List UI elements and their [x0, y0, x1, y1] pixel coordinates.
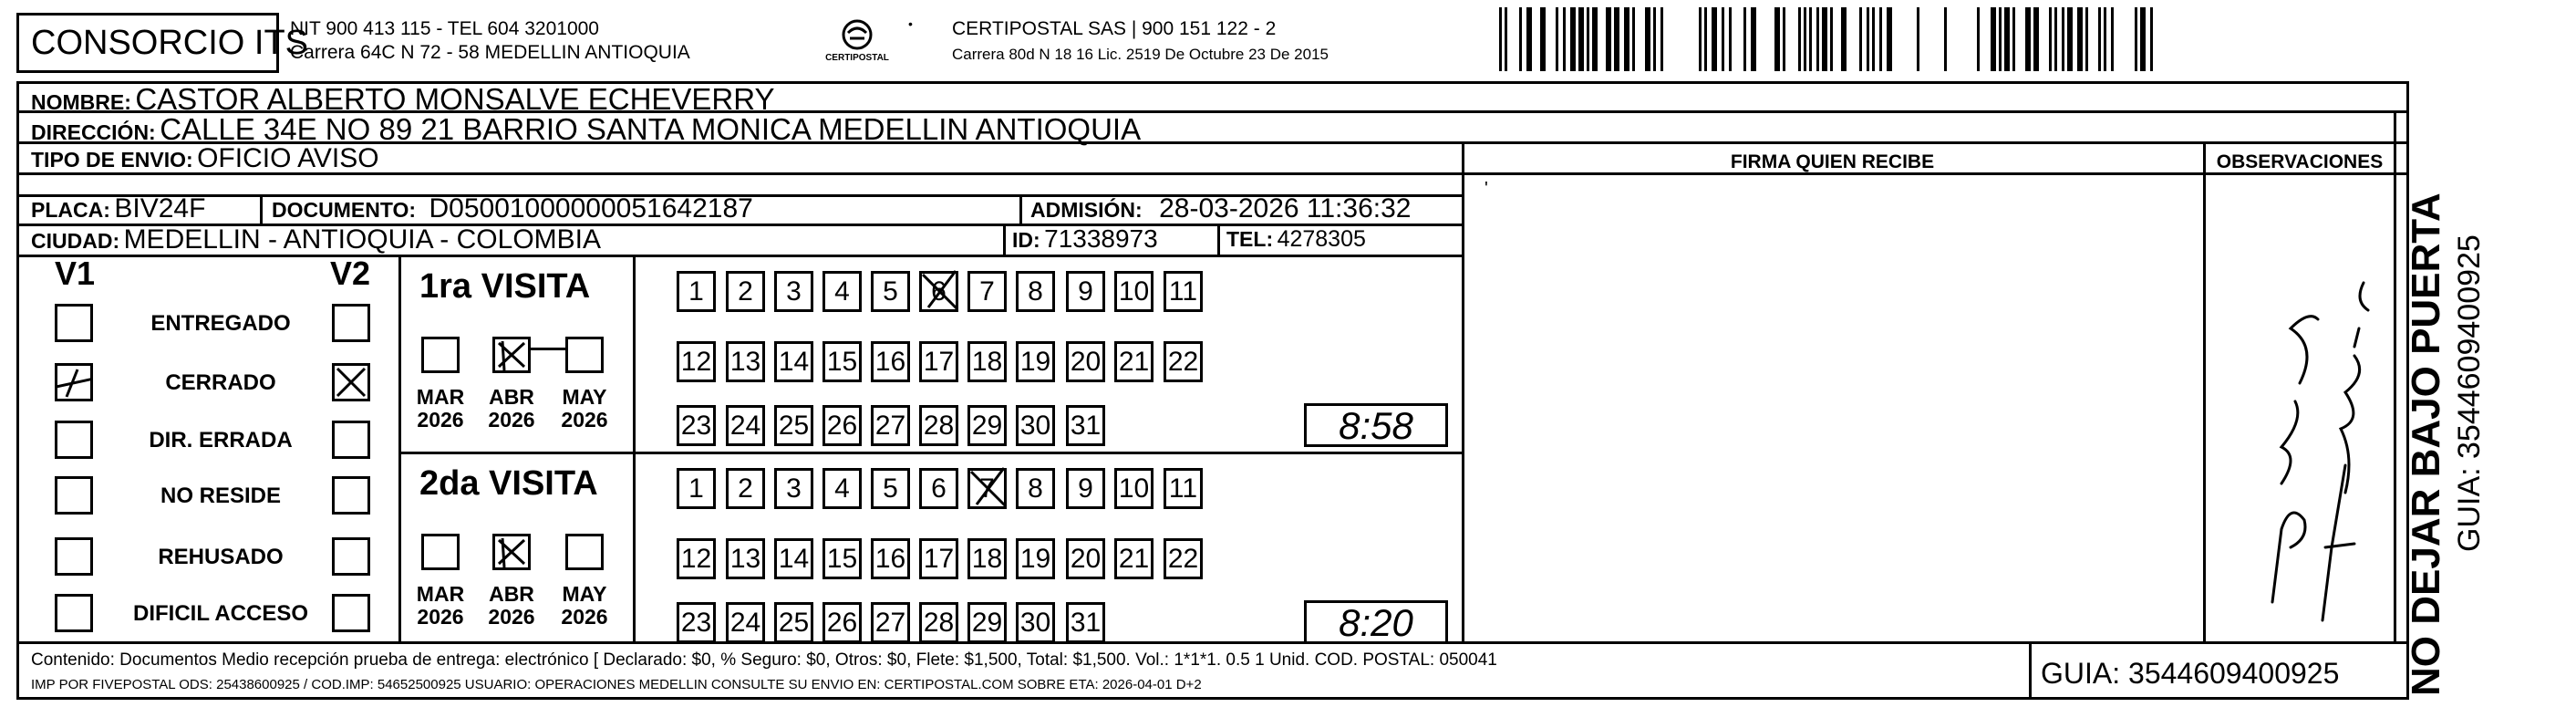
- month-year: 2026: [488, 605, 535, 629]
- day-box[interactable]: 13: [726, 341, 765, 382]
- day-box[interactable]: 3: [774, 468, 813, 509]
- day-box[interactable]: 20: [1066, 341, 1105, 382]
- day-box[interactable]: 5: [871, 271, 910, 312]
- day-box[interactable]: 23: [677, 405, 716, 446]
- month-checkbox[interactable]: [492, 337, 531, 373]
- month-name: MAY: [562, 582, 607, 606]
- logo-text: CERTIPOSTAL: [825, 53, 889, 63]
- firma-header: FIRMA QUIEN RECIBE: [1730, 151, 1935, 172]
- admision-label: ADMISIÓN:: [1030, 198, 1143, 222]
- day-box[interactable]: 24: [726, 405, 765, 446]
- day-box[interactable]: 17: [919, 538, 958, 579]
- ciudad-label: CIUDAD:: [31, 229, 120, 253]
- day-check-mark: [917, 267, 963, 313]
- month-year: 2026: [561, 605, 608, 629]
- check-mark-icon: [495, 536, 528, 567]
- company-nit: NIT 900 413 115 - TEL 604 3201000: [290, 18, 599, 39]
- direccion-label: DIRECCIÓN:: [31, 120, 156, 144]
- tel-row: [1226, 228, 1366, 251]
- tipo-value: OFICIO AVISO: [197, 143, 379, 173]
- check-mark-icon: [57, 366, 90, 399]
- direccion-value: CALLE 34E NO 89 21 BARRIO SANTA MONICA MEDELLIN ANTIOQUIA: [160, 112, 1142, 146]
- company-address: Carrera 64C N 72 - 58 MEDELLIN ANTIOQUIA: [290, 42, 690, 63]
- day-box[interactable]: 15: [822, 538, 862, 579]
- day-box[interactable]: 26: [822, 405, 862, 446]
- status-option-label: CERRADO: [165, 370, 276, 395]
- v1-checkbox[interactable]: [55, 594, 93, 632]
- check-mark-icon: [495, 339, 528, 370]
- v1-checkbox[interactable]: [55, 476, 93, 515]
- id-value: 71338973: [1044, 224, 1158, 253]
- day-box[interactable]: 13: [726, 538, 765, 579]
- day-box[interactable]: 2: [726, 271, 765, 312]
- status-option-label: NO RESIDE: [160, 484, 282, 508]
- visit-time: 8:20: [1304, 600, 1448, 644]
- day-box[interactable]: 2: [726, 468, 765, 509]
- month-label: [404, 583, 477, 629]
- day-box[interactable]: 3: [774, 271, 813, 312]
- ciudad-row: [31, 226, 601, 254]
- v1-checkbox[interactable]: [55, 537, 93, 576]
- carrier-line: CERTIPOSTAL SAS | 900 151 122 - 2: [952, 18, 1277, 39]
- day-box[interactable]: 11: [1164, 271, 1203, 312]
- day-box[interactable]: 18: [967, 341, 1007, 382]
- observation-handwriting: [2218, 274, 2373, 629]
- v2-checkbox[interactable]: [332, 363, 370, 401]
- day-box[interactable]: 20: [1066, 538, 1105, 579]
- day-box[interactable]: 23: [677, 602, 716, 643]
- nombre-label: NOMBRE:: [31, 90, 131, 114]
- day-box[interactable]: 5: [871, 468, 910, 509]
- day-box[interactable]: 6: [919, 468, 958, 509]
- month-connector: [529, 348, 565, 350]
- month-label: [475, 386, 548, 432]
- direccion-row: [31, 114, 1141, 144]
- month-label: [475, 583, 548, 629]
- day-box[interactable]: 14: [774, 341, 813, 382]
- visit-title: 1ra VISITA: [419, 267, 591, 306]
- month-checkbox[interactable]: [565, 534, 604, 570]
- placa-row: [31, 195, 205, 223]
- month-name: ABR: [489, 385, 534, 409]
- month-label: [548, 386, 621, 432]
- carrier-address: Carrera 80d N 18 16 Lic. 2519 De Octubre 23 De 2015: [952, 46, 1329, 63]
- day-box[interactable]: 19: [1016, 538, 1055, 579]
- day-box[interactable]: 19: [1016, 341, 1055, 382]
- status-option-label: DIFICIL ACCESO: [132, 601, 308, 626]
- id-row: [1012, 226, 1158, 252]
- month-name: ABR: [489, 582, 534, 606]
- month-year: 2026: [488, 408, 535, 432]
- ciudad-value: MEDELLIN - ANTIOQUIA - COLOMBIA: [123, 224, 601, 255]
- day-box[interactable]: 22: [1164, 538, 1203, 579]
- day-box[interactable]: 28: [919, 602, 958, 643]
- month-label: [404, 386, 477, 432]
- nombre-value: CASTOR ALBERTO MONSALVE ECHEVERRY: [135, 82, 775, 116]
- day-box[interactable]: 6: [919, 271, 958, 312]
- day-box[interactable]: 16: [871, 341, 910, 382]
- barcode-graphic: [1499, 7, 2156, 71]
- month-checkbox[interactable]: [492, 534, 531, 570]
- visit-title: 2da VISITA: [419, 464, 598, 503]
- observaciones-header: OBSERVACIONES: [2216, 151, 2384, 172]
- v2-checkbox[interactable]: [332, 304, 370, 342]
- day-box[interactable]: 29: [967, 602, 1007, 643]
- company-name: CONSORCIO ITS: [31, 24, 309, 62]
- day-box[interactable]: 28: [919, 405, 958, 446]
- status-option-label: ENTREGADO: [150, 311, 291, 336]
- footer-line1: Contenido: Documentos Medio recepción prueba de entrega: electrónico [ Declarado: $0, % Seguro: $0, Otros: $0, Flete: $1,500, Total: $1,500. Vol.: 1*1*1. 0.5 1 Unid. COD. POSTAL: 050041: [31, 650, 1497, 670]
- documento-label: DOCUMENTO:: [272, 198, 417, 222]
- documento-row: [272, 195, 753, 223]
- side-guia: GUIA: 3544609400925: [2452, 234, 2487, 552]
- day-check-mark: [966, 464, 1011, 510]
- side-warning-text: NO DEJAR BAJO PUERTA: [2404, 192, 2448, 696]
- check-mark-icon: [335, 366, 367, 399]
- day-box[interactable]: 12: [677, 538, 716, 579]
- day-box[interactable]: 30: [1016, 602, 1055, 643]
- placa-value: BIV24F: [114, 193, 206, 224]
- day-box[interactable]: 1: [677, 271, 716, 312]
- nombre-row: [31, 84, 775, 114]
- id-label: ID:: [1012, 228, 1040, 252]
- tel-value: 4278305: [1277, 226, 1366, 252]
- day-box[interactable]: 8: [1016, 271, 1055, 312]
- day-box[interactable]: 7: [967, 271, 1007, 312]
- tel-label: TEL:: [1226, 227, 1274, 251]
- side-warning: [2402, 78, 2488, 716]
- month-name: MAR: [416, 582, 465, 606]
- month-checkbox[interactable]: [421, 337, 460, 373]
- day-box[interactable]: 7: [967, 468, 1007, 509]
- v2-checkbox[interactable]: [332, 476, 370, 515]
- admision-row: [1030, 195, 1411, 223]
- day-box[interactable]: 21: [1114, 538, 1154, 579]
- day-box[interactable]: 9: [1066, 271, 1105, 312]
- month-label: [548, 583, 621, 629]
- day-box[interactable]: 29: [967, 405, 1007, 446]
- day-box[interactable]: 18: [967, 538, 1007, 579]
- month-name: MAY: [562, 385, 607, 409]
- month-year: 2026: [417, 408, 464, 432]
- day-box[interactable]: 9: [1066, 468, 1105, 509]
- month-checkbox[interactable]: [421, 534, 460, 570]
- day-box[interactable]: 15: [822, 341, 862, 382]
- day-box[interactable]: 14: [774, 538, 813, 579]
- logo-dot: •: [908, 16, 913, 31]
- day-box[interactable]: 10: [1114, 271, 1154, 312]
- day-box[interactable]: 31: [1066, 602, 1105, 643]
- month-name: MAR: [416, 385, 465, 409]
- tipo-label: TIPO DE ENVIO:: [31, 148, 193, 172]
- v2-checkbox[interactable]: [332, 421, 370, 459]
- certipostal-logo: [825, 15, 889, 69]
- placa-label: PLACA:: [31, 198, 110, 222]
- day-box[interactable]: 26: [822, 602, 862, 643]
- v1-label: V1: [55, 255, 96, 292]
- v2-checkbox[interactable]: [332, 537, 370, 576]
- day-box[interactable]: 4: [822, 271, 862, 312]
- day-box[interactable]: 12: [677, 341, 716, 382]
- day-box[interactable]: 11: [1164, 468, 1203, 509]
- footer-guia: GUIA: 3544609400925: [2041, 657, 2340, 690]
- v1-checkbox[interactable]: [55, 304, 93, 342]
- status-option-label: REHUSADO: [158, 545, 284, 569]
- documento-value: D05001000000051642187: [429, 193, 753, 224]
- day-box[interactable]: 24: [726, 602, 765, 643]
- v2-label: V2: [330, 255, 371, 292]
- day-box[interactable]: 27: [871, 602, 910, 643]
- day-box[interactable]: 16: [871, 538, 910, 579]
- barcode: [1499, 7, 2156, 71]
- day-box[interactable]: 22: [1164, 341, 1203, 382]
- v1-checkbox[interactable]: [55, 421, 93, 459]
- day-box[interactable]: 10: [1114, 468, 1154, 509]
- visit-time: 8:58: [1304, 403, 1448, 447]
- month-year: 2026: [417, 605, 464, 629]
- day-box[interactable]: 31: [1066, 405, 1105, 446]
- firma-tick: ': [1485, 179, 1488, 199]
- month-checkbox[interactable]: [565, 337, 604, 373]
- day-box[interactable]: 8: [1016, 468, 1055, 509]
- day-box[interactable]: 27: [871, 405, 910, 446]
- day-box[interactable]: 21: [1114, 341, 1154, 382]
- day-box[interactable]: 30: [1016, 405, 1055, 446]
- footer-line2: IMP POR FIVEPOSTAL ODS: 25438600925 / COD.IMP: 54652500925 USUARIO: OPERACIONES MEDELLIN CONSULTE SU ENVIO EN: CERTIPOSTAL.COM SOBRE ETA: 2026-04-01 D+2: [31, 677, 1202, 692]
- v1-checkbox[interactable]: [55, 363, 93, 401]
- admision-value: 28-03-2026 11:36:32: [1159, 193, 1412, 224]
- status-option-label: DIR. ERRADA: [149, 428, 293, 452]
- day-box[interactable]: 1: [677, 468, 716, 509]
- day-box[interactable]: 4: [822, 468, 862, 509]
- day-box[interactable]: 25: [774, 405, 813, 446]
- v2-checkbox[interactable]: [332, 594, 370, 632]
- day-box[interactable]: 25: [774, 602, 813, 643]
- day-box[interactable]: 17: [919, 341, 958, 382]
- month-year: 2026: [561, 408, 608, 432]
- tipo-row: [31, 145, 379, 172]
